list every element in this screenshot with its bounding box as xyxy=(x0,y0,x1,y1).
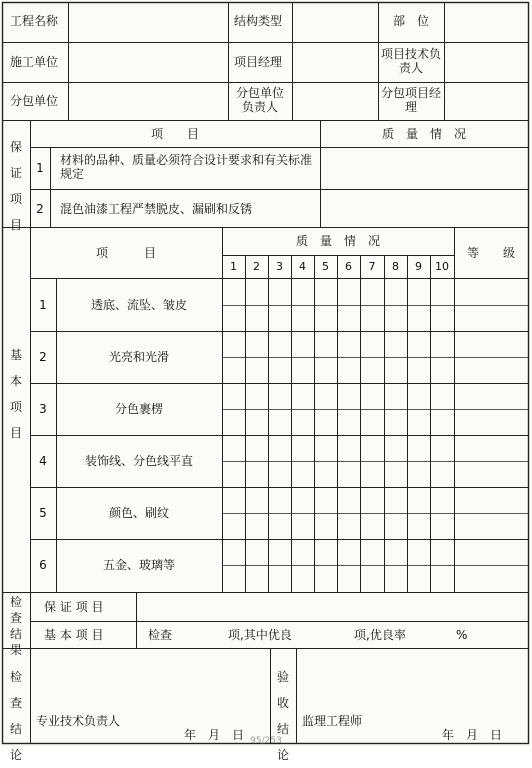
quality-col-number: 1 xyxy=(230,260,237,273)
guarantee-side-label: 保证项目 xyxy=(9,140,22,232)
quality-col-number: 8 xyxy=(392,260,399,273)
basic-item-text: 光亮和光滑 xyxy=(108,350,169,364)
quality-col-number: 4 xyxy=(299,260,306,273)
check-result-side-label: 检查结果 xyxy=(9,595,22,657)
guarantee-item-header: 项 目 xyxy=(150,127,199,141)
structure-type-label: 结构类型 xyxy=(234,14,283,28)
engineer-sign-label: 监理工程师 xyxy=(302,714,363,728)
check-basic-label: 基 本 项 目 xyxy=(44,628,104,642)
sub-unit-label: 分包单位 xyxy=(10,94,59,108)
guarantee-item-no: 2 xyxy=(36,202,44,216)
basic-item-text: 五金、玻璃等 xyxy=(102,558,175,572)
basic-item-text: 装饰线、分色线平直 xyxy=(84,454,193,468)
basic-item-no: 6 xyxy=(39,558,47,572)
quality-col-number: 6 xyxy=(345,260,352,273)
guarantee-item-text: 材料的品种、质量必须符合设计要求和有关标准规定 xyxy=(60,153,313,181)
basic-item-text: 分色裹楞 xyxy=(114,402,163,416)
sub-unit-lead-label: 分包单位负责人 xyxy=(235,86,284,114)
project-manager-label: 项目经理 xyxy=(234,55,283,69)
quality-col-number: 5 xyxy=(322,260,329,273)
basic-item-no: 1 xyxy=(39,298,47,312)
basic-grade-header: 等 级 xyxy=(466,246,515,260)
basic-item-no: 4 xyxy=(39,454,47,468)
items-good-label: 项,其中优良 xyxy=(228,628,292,642)
quality-col-number: 10 xyxy=(435,260,449,273)
basic-quality-header: 质 量 情 况 xyxy=(295,234,380,248)
date-left: 年 月 日 xyxy=(184,728,245,742)
percent-label: % xyxy=(456,628,468,642)
quality-col-number: 9 xyxy=(415,260,422,273)
guarantee-item-no: 1 xyxy=(36,161,44,175)
conclusion-side-label: 检查结论 xyxy=(9,670,22,762)
quality-col-number: 2 xyxy=(253,260,260,273)
check-guarantee-label: 保 证 项 目 xyxy=(44,600,104,614)
check-label: 检查 xyxy=(148,628,173,642)
date-right: 年 月 日 xyxy=(442,728,503,742)
guarantee-item-text: 混色油漆工程严禁脱皮、漏刷和反锈 xyxy=(60,202,253,216)
basic-item-text: 透底、流坠、皱皮 xyxy=(90,298,187,312)
basic-item-no: 2 xyxy=(39,350,47,364)
items-rate-label: 项,优良率 xyxy=(354,628,406,642)
tech-lead-label: 项目技术负责人 xyxy=(380,47,441,75)
department-label: 部 位 xyxy=(392,14,429,28)
guarantee-quality-header: 质 量 情 况 xyxy=(381,127,466,141)
basic-side-label: 基本项目 xyxy=(9,348,22,440)
quality-col-number: 7 xyxy=(368,260,376,273)
basic-item-text: 颜色、刷纹 xyxy=(108,506,169,520)
construction-unit-label: 施工单位 xyxy=(10,55,59,69)
basic-item-header: 项 目 xyxy=(95,246,156,260)
page-number: 95/253 xyxy=(250,736,282,746)
quality-col-number: 3 xyxy=(276,260,283,273)
sub-project-manager-label: 分包项目经理 xyxy=(380,86,441,114)
basic-item-no: 3 xyxy=(39,402,47,416)
basic-item-no: 5 xyxy=(39,506,47,520)
tech-lead-sign-label: 专业技术负责人 xyxy=(36,714,121,728)
accept-side-label: 验收结论 xyxy=(276,670,289,762)
project-name-label: 工程名称 xyxy=(10,14,59,28)
